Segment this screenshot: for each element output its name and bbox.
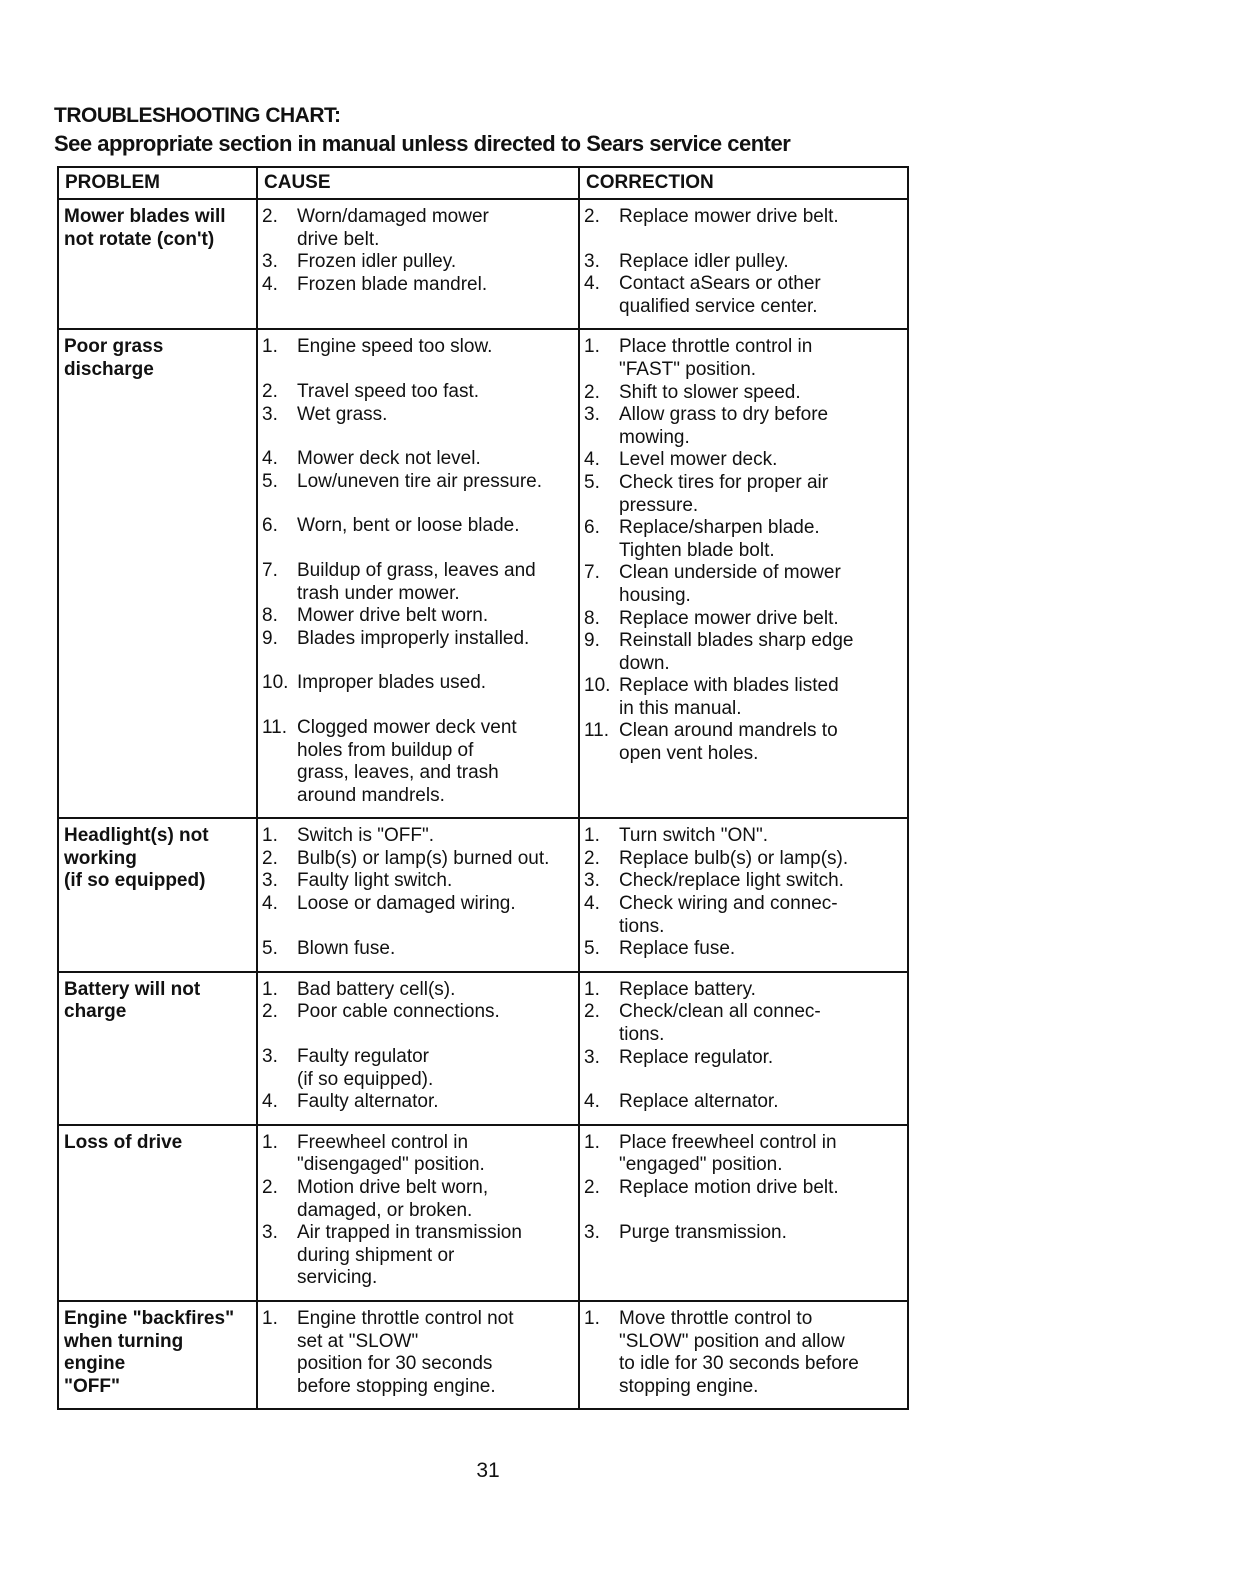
cause-text: Bad battery cell(s). bbox=[297, 978, 456, 1000]
cause-text: Poor cable connections. bbox=[297, 1001, 500, 1023]
cause-item bbox=[262, 672, 574, 695]
table-row bbox=[58, 1125, 908, 1301]
cause-item bbox=[262, 870, 574, 893]
cause-number: 3. bbox=[262, 251, 278, 273]
cause-number: 2. bbox=[262, 847, 278, 869]
correction-number: 3. bbox=[584, 870, 600, 892]
cause-number: 2. bbox=[262, 206, 278, 227]
header-correction: CORRECTION bbox=[579, 167, 908, 199]
cause-number: 1. bbox=[262, 1307, 278, 1329]
header-cause: CAUSE bbox=[257, 167, 579, 199]
correction-number: 2. bbox=[584, 381, 600, 403]
correction-text: Check wiring and connec- tions. bbox=[619, 893, 838, 937]
cause-item bbox=[262, 825, 574, 848]
problem-text: engine bbox=[64, 1353, 126, 1375]
cause-text: Worn, bent or loose blade. bbox=[297, 515, 520, 537]
problem-text: Poor grass bbox=[64, 336, 164, 358]
cause-item bbox=[262, 251, 574, 274]
correction-text: Check tires for proper air pressure. bbox=[619, 471, 829, 516]
chart-heading bbox=[54, 102, 914, 158]
correction-text: Replace battery. bbox=[619, 978, 756, 1000]
correction-text: Purge transmission. bbox=[619, 1221, 787, 1243]
problem-text: "OFF" bbox=[64, 1375, 121, 1397]
problem-cell bbox=[58, 1125, 257, 1301]
cause-text: Air trapped in transmission during shipment or servicing. bbox=[297, 1222, 522, 1289]
cause-item bbox=[262, 1091, 574, 1114]
correction-text: Replace fuse. bbox=[619, 938, 736, 960]
cause-text: Frozen blade mandrel. bbox=[297, 273, 488, 295]
correction-text: Check/clean all connec- tions. bbox=[619, 1001, 821, 1046]
correction-number: 1. bbox=[584, 978, 600, 1000]
cause-item bbox=[262, 560, 574, 605]
correction-number: 11. bbox=[584, 720, 610, 742]
cause-number: 4. bbox=[262, 273, 278, 295]
cause-item bbox=[262, 628, 574, 651]
table-row bbox=[58, 329, 908, 818]
cause-number: 1. bbox=[262, 1131, 278, 1153]
correction-text: Replace alternator. bbox=[619, 1091, 779, 1113]
correction-text: Replace bulb(s) or lamp(s). bbox=[619, 847, 849, 869]
problem-cell bbox=[58, 329, 257, 818]
cause-number: 4. bbox=[262, 448, 278, 470]
table-row bbox=[58, 1301, 908, 1409]
chart-subtitle: See appropriate section in manual unless directed to Sears service center bbox=[54, 131, 791, 156]
correction-item bbox=[584, 1001, 903, 1046]
correction-number: 1. bbox=[584, 1307, 600, 1329]
cause-item bbox=[262, 1222, 574, 1290]
cause-number: 3. bbox=[262, 870, 278, 892]
cause-text: Improper blades used. bbox=[297, 672, 487, 694]
cause-number: 1. bbox=[262, 336, 278, 358]
correction-number: 4. bbox=[584, 893, 600, 915]
cause-item bbox=[262, 404, 574, 427]
cause-number: 3. bbox=[262, 1046, 278, 1068]
cause-item bbox=[262, 717, 574, 807]
correction-number: 4. bbox=[584, 1091, 600, 1113]
cause-text: Wet grass. bbox=[297, 403, 388, 425]
cause-text: Bulb(s) or lamp(s) burned out. bbox=[297, 847, 550, 869]
correction-number: 4. bbox=[584, 449, 600, 471]
correction-item bbox=[584, 979, 903, 1002]
cause-item bbox=[262, 1177, 574, 1222]
correction-text: Replace idler pulley. bbox=[619, 250, 789, 272]
table-row bbox=[58, 199, 908, 329]
cause-item bbox=[262, 515, 574, 538]
cause-item bbox=[262, 893, 574, 916]
correction-item bbox=[584, 630, 903, 675]
correction-item bbox=[584, 825, 903, 848]
problem-cell bbox=[58, 818, 257, 972]
cause-text: Engine speed too slow. bbox=[297, 336, 493, 358]
problem-text: working bbox=[64, 847, 137, 869]
correction-cell bbox=[579, 818, 908, 972]
correction-item bbox=[584, 517, 903, 562]
cause-number: 2. bbox=[262, 1177, 278, 1198]
correction-item bbox=[584, 720, 903, 765]
correction-item bbox=[584, 870, 903, 893]
header-problem: PROBLEM bbox=[58, 167, 257, 199]
cause-number: 4. bbox=[262, 893, 278, 915]
problem-text: Headlight(s) not bbox=[64, 825, 209, 847]
correction-item bbox=[584, 1308, 903, 1398]
correction-number: 2. bbox=[584, 206, 600, 227]
cause-item bbox=[262, 381, 574, 404]
cause-text: Worn/damaged mower drive belt. bbox=[297, 206, 489, 250]
cause-number: 2. bbox=[262, 1001, 278, 1023]
problem-cell bbox=[58, 972, 257, 1125]
correction-text: Replace mower drive belt. bbox=[619, 607, 839, 629]
cause-text: Faulty regulator (if so equipped). bbox=[297, 1046, 434, 1090]
cause-text: Buildup of grass, leaves and trash under mower. bbox=[297, 559, 536, 604]
correction-item bbox=[584, 562, 903, 607]
cause-cell bbox=[257, 199, 579, 329]
cause-item bbox=[262, 206, 574, 251]
correction-item bbox=[584, 273, 903, 318]
correction-item bbox=[584, 938, 903, 961]
cause-number: 3. bbox=[262, 1222, 278, 1244]
correction-cell bbox=[579, 199, 908, 329]
cause-text: Mower deck not level. bbox=[297, 448, 481, 470]
problem-text: when turning bbox=[64, 1330, 184, 1352]
correction-item bbox=[584, 449, 903, 472]
correction-number: 6. bbox=[584, 517, 600, 539]
cause-text: Switch is "OFF". bbox=[297, 825, 434, 847]
troubleshooting-table bbox=[57, 166, 909, 1410]
correction-item bbox=[584, 1091, 903, 1114]
table-row bbox=[58, 818, 908, 972]
cause-number: 6. bbox=[262, 515, 278, 537]
cause-text: Freewheel control in "disengaged" position. bbox=[297, 1131, 485, 1176]
cause-item bbox=[262, 1132, 574, 1177]
cause-cell bbox=[257, 1125, 579, 1301]
correction-number: 3. bbox=[584, 404, 600, 426]
correction-text: Contact aSears or other qualified service center. bbox=[619, 273, 821, 317]
cause-number: 8. bbox=[262, 605, 278, 627]
chart-title: TROUBLESHOOTING CHART: bbox=[54, 104, 341, 127]
cause-item bbox=[262, 274, 574, 297]
correction-cell bbox=[579, 972, 908, 1125]
correction-text: Reinstall blades sharp edge down. bbox=[619, 630, 854, 674]
problem-cell bbox=[58, 1301, 257, 1409]
correction-item bbox=[584, 608, 903, 631]
cause-number: 5. bbox=[262, 470, 278, 492]
cause-item bbox=[262, 848, 574, 871]
correction-number: 10. bbox=[584, 675, 611, 697]
correction-text: Place throttle control in "FAST" position. bbox=[619, 336, 813, 380]
correction-item bbox=[584, 404, 903, 449]
correction-number: 3. bbox=[584, 1046, 600, 1068]
correction-text: Level mower deck. bbox=[619, 449, 778, 471]
page-number: 31 bbox=[476, 1459, 500, 1482]
table-row bbox=[58, 972, 908, 1125]
cause-text: Travel speed too fast. bbox=[297, 380, 480, 402]
correction-cell bbox=[579, 1301, 908, 1409]
cause-text: Motion drive belt worn, damaged, or broken. bbox=[297, 1177, 489, 1221]
cause-item bbox=[262, 605, 574, 628]
problem-cell bbox=[58, 199, 257, 329]
correction-item bbox=[584, 336, 903, 381]
problem-text: Engine "backfires" bbox=[64, 1307, 235, 1329]
correction-cell bbox=[579, 1125, 908, 1301]
correction-number: 3. bbox=[584, 250, 600, 272]
correction-number: 1. bbox=[584, 825, 600, 847]
cause-cell bbox=[257, 972, 579, 1125]
correction-number: 2. bbox=[584, 847, 600, 869]
correction-number: 4. bbox=[584, 273, 600, 295]
cause-cell bbox=[257, 329, 579, 818]
correction-text: Replace motion drive belt. bbox=[619, 1177, 839, 1198]
correction-number: 1. bbox=[584, 1131, 600, 1153]
correction-text: Turn switch "ON". bbox=[619, 825, 768, 847]
correction-item bbox=[584, 382, 903, 405]
cause-cell bbox=[257, 1301, 579, 1409]
correction-number: 9. bbox=[584, 630, 600, 652]
cause-number: 2. bbox=[262, 380, 278, 402]
cause-item bbox=[262, 979, 574, 1002]
cause-number: 1. bbox=[262, 825, 278, 847]
cause-item bbox=[262, 1046, 574, 1091]
correction-number: 7. bbox=[584, 562, 600, 584]
correction-text: Move throttle control to "SLOW" position and allow to idle for 30 seconds before stopping engine. bbox=[619, 1307, 859, 1397]
cause-item bbox=[262, 448, 574, 471]
cause-text: Engine throttle control not set at "SLOW" position for 30 seconds before stopping engine. bbox=[297, 1307, 514, 1397]
cause-number: 5. bbox=[262, 937, 278, 959]
table-header-row bbox=[58, 167, 908, 199]
correction-text: Place freewheel control in "engaged" position. bbox=[619, 1131, 837, 1176]
cause-item bbox=[262, 336, 574, 359]
correction-item bbox=[584, 675, 903, 720]
correction-number: 1. bbox=[584, 336, 600, 358]
cause-text: Mower drive belt worn. bbox=[297, 605, 489, 627]
cause-text: Loose or damaged wiring. bbox=[297, 893, 516, 915]
correction-text: Check/replace light switch. bbox=[619, 870, 844, 892]
correction-text: Replace mower drive belt. bbox=[619, 206, 839, 227]
correction-item bbox=[584, 206, 903, 229]
problem-text: Loss of drive bbox=[64, 1131, 183, 1153]
correction-text: Shift to slower speed. bbox=[619, 381, 801, 403]
correction-text: Clean underside of mower housing. bbox=[619, 562, 841, 606]
correction-item bbox=[584, 1177, 903, 1200]
correction-item bbox=[584, 1222, 903, 1245]
cause-number: 10. bbox=[262, 672, 289, 694]
cause-item bbox=[262, 938, 574, 961]
cause-number: 11. bbox=[262, 716, 288, 738]
correction-number: 2. bbox=[584, 1177, 600, 1198]
cause-text: Low/uneven tire air pressure. bbox=[297, 470, 543, 492]
cause-item bbox=[262, 1001, 574, 1024]
cause-item bbox=[262, 471, 574, 494]
correction-item bbox=[584, 893, 903, 938]
cause-text: Blades improperly installed. bbox=[297, 627, 530, 649]
problem-text: not rotate (con't) bbox=[64, 228, 215, 250]
correction-item bbox=[584, 848, 903, 871]
correction-item bbox=[584, 1132, 903, 1177]
cause-number: 1. bbox=[262, 978, 278, 1000]
correction-cell bbox=[579, 329, 908, 818]
correction-text: Replace with blades listed in this manual. bbox=[619, 675, 839, 719]
cause-item bbox=[262, 1308, 574, 1398]
correction-item bbox=[584, 251, 903, 274]
cause-number: 3. bbox=[262, 403, 278, 425]
cause-text: Faulty alternator. bbox=[297, 1091, 439, 1113]
cause-cell bbox=[257, 818, 579, 972]
problem-text: Mower blades will bbox=[64, 206, 226, 227]
correction-number: 5. bbox=[584, 938, 600, 960]
cause-number: 9. bbox=[262, 627, 278, 649]
problem-text: Battery will not bbox=[64, 978, 201, 1000]
correction-text: Allow grass to dry before mowing. bbox=[619, 404, 829, 448]
correction-item bbox=[584, 472, 903, 517]
correction-text: Replace regulator. bbox=[619, 1046, 774, 1068]
problem-text: (if so equipped) bbox=[64, 870, 206, 892]
cause-number: 7. bbox=[262, 559, 278, 581]
correction-number: 2. bbox=[584, 1001, 600, 1023]
correction-number: 3. bbox=[584, 1221, 600, 1243]
correction-number: 8. bbox=[584, 607, 600, 629]
cause-number: 4. bbox=[262, 1091, 278, 1113]
cause-text: Faulty light switch. bbox=[297, 870, 453, 892]
cause-text: Frozen idler pulley. bbox=[297, 251, 457, 273]
correction-text: Clean around mandrels to open vent holes. bbox=[619, 720, 838, 765]
cause-text: Blown fuse. bbox=[297, 937, 396, 959]
correction-item bbox=[584, 1047, 903, 1070]
problem-text: charge bbox=[64, 1001, 127, 1023]
problem-text: discharge bbox=[64, 358, 154, 380]
cause-text: Clogged mower deck vent holes from buildup of grass, leaves, and trash around mandrels. bbox=[297, 716, 517, 806]
correction-text: Replace/sharpen blade. Tighten blade bolt. bbox=[619, 517, 820, 561]
correction-number: 5. bbox=[584, 471, 600, 493]
